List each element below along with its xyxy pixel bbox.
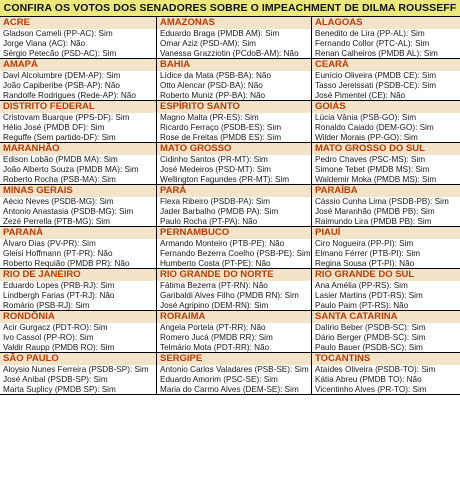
senator-vote: Dário Berger (PMDB-SC): Sim bbox=[315, 333, 426, 342]
senator-vote: Wellington Fagundes (PR-MT): Sim bbox=[160, 175, 290, 184]
senator-vote: Eunício Oliveira (PMDB CE): Sim bbox=[315, 71, 437, 80]
state-cell bbox=[0, 143, 157, 185]
state-name: RONDÔNIA bbox=[0, 311, 156, 323]
senator-vote: Zezé Perrella (PTB-MG): Sim bbox=[3, 217, 110, 226]
senator-vote: Jorge Viana (AC): Não bbox=[3, 39, 86, 48]
state-name: PARANÁ bbox=[0, 227, 156, 239]
senator-vote: Edison Lobão (PMDB MA): Sim bbox=[3, 155, 118, 164]
state-name: RIO GRANDE DO NORTE bbox=[157, 269, 311, 281]
senator-vote: Pedro Chaves (PSC-MS): Sim bbox=[315, 155, 426, 164]
state-name: AMAZONAS bbox=[157, 17, 311, 29]
state-name: RORAIMA bbox=[157, 311, 311, 323]
senator-vote: Paulo Paim (PT-RS): Não bbox=[315, 301, 409, 310]
senator-vote: Ataídes Oliveira (PSDB-TO): Sim bbox=[315, 365, 436, 374]
state-cell bbox=[157, 59, 312, 101]
senator-vote: Garibaldi Alves Filho (PMDB RN): Sim bbox=[160, 291, 299, 300]
state-name: ALAGOAS bbox=[312, 17, 460, 29]
state-cell bbox=[312, 311, 460, 353]
senator-vote: Cássio Cunha Lima (PSDB-PB): Sim bbox=[315, 197, 449, 206]
senator-vote: Kátia Abreu (PMDB TO): Não bbox=[315, 375, 422, 384]
state-cell bbox=[157, 17, 312, 59]
senator-vote: Regina Sousa (PT-PI): Não bbox=[315, 259, 415, 268]
senator-vote: Benedito de Lira (PP-AL): Sim bbox=[315, 29, 425, 38]
senator-vote: Paulo Bauer (PSDB-SC): Sim bbox=[315, 343, 423, 352]
senator-vote: Lídice da Mata (PSB-BA): Não bbox=[160, 71, 272, 80]
state-cell bbox=[157, 353, 312, 395]
state-cell bbox=[312, 227, 460, 269]
senator-vote: Raimundo Lira (PMDB PB): Sim bbox=[315, 217, 432, 226]
senator-vote: Lúcia Vânia (PSB-GO): Sim bbox=[315, 113, 417, 122]
senator-vote: Lasier Martins (PDT-RS): Sim bbox=[315, 291, 423, 300]
senator-vote: Armando Monteiro (PTB-PE): Não bbox=[160, 239, 285, 248]
senator-vote: Angela Portela (PT-RR): Não bbox=[160, 323, 266, 332]
senator-vote: Ciro Nogueira (PP-PI): Sim bbox=[315, 239, 414, 248]
state-cell bbox=[157, 143, 312, 185]
state-name: SANTA CATARINA bbox=[312, 311, 460, 323]
state-name: DISTRITO FEDERAL bbox=[0, 101, 156, 113]
state-name: TOCANTINS bbox=[312, 353, 460, 365]
state-cell bbox=[0, 101, 157, 143]
senator-vote: Cristovam Buarque (PPS-DF): Sim bbox=[3, 113, 130, 122]
state-name: RIO GRANDE DO SUL bbox=[312, 269, 460, 281]
state-name: ACRE bbox=[0, 17, 156, 29]
senator-vote: Cidinho Santos (PR-MT): Sim bbox=[160, 155, 268, 164]
senator-vote: Eduardo Lopes (PRB-RJ): Sim bbox=[3, 281, 115, 290]
state-name: PARÁ bbox=[157, 185, 311, 197]
senator-vote: Waldemir Moka (PMDB MS): Sim bbox=[315, 175, 437, 184]
state-name: PERNAMBUCO bbox=[157, 227, 311, 239]
senator-vote: Renan Calheiros (PMDB AL): Sim bbox=[315, 49, 438, 58]
senator-vote: José Medeiros (PSD-MT): Sim bbox=[160, 165, 272, 174]
state-name: GOIÁS bbox=[312, 101, 460, 113]
senator-vote: Simone Tebet (PMDB MS): Sim bbox=[315, 165, 430, 174]
senator-vote: Paulo Rocha (PT-PA): Não bbox=[160, 217, 258, 226]
senator-vote: Aloysio Nunes Ferreira (PSDB-SP): Sim bbox=[3, 365, 149, 374]
state-cell bbox=[157, 185, 312, 227]
state-cell bbox=[0, 17, 157, 59]
senator-vote: Romário (PSB-RJ): Sim bbox=[3, 301, 90, 310]
senator-vote: Aécio Neves (PSDB-MG): Sim bbox=[3, 197, 114, 206]
state-cell bbox=[0, 227, 157, 269]
senator-vote: Dalírio Beber (PSDB-SC): Sim bbox=[315, 323, 426, 332]
senator-vote: Magno Malta (PR-ES): Sim bbox=[160, 113, 259, 122]
page-title: CONFIRA OS VOTOS DOS SENADORES SOBRE O IMPEACHMENT DE DILMA ROUSSEFF bbox=[0, 0, 460, 17]
state-cell bbox=[0, 185, 157, 227]
state-name: PIAUÍ bbox=[312, 227, 460, 239]
senator-vote: Roberto Muniz (PP-BA): Não bbox=[160, 91, 266, 100]
senator-vote: Tasso Jereissati (PSDB-CE): Sim bbox=[315, 81, 437, 90]
senator-vote: Fernando Collor (PTC-AL): Sim bbox=[315, 39, 430, 48]
senator-vote: Acir Gurgacz (PDT-RO): Sim bbox=[3, 323, 108, 332]
state-cell bbox=[0, 353, 157, 395]
senator-vote: Ivo Cassol (PP-RO): Sim bbox=[3, 333, 94, 342]
state-name: MATO GROSSO DO SUL bbox=[312, 143, 460, 155]
senator-vote: Humberto Costa (PT-PE): Não bbox=[160, 259, 271, 268]
senator-vote: Ronaldo Caiado (DEM-GO): Sim bbox=[315, 123, 434, 132]
senator-vote: Vanessa Grazziotin (PCdoB-AM): Não bbox=[160, 49, 299, 58]
state-name: MATO GROSSO bbox=[157, 143, 311, 155]
senator-vote: Ana Amélia (PP-RS): Sim bbox=[315, 281, 408, 290]
state-name: BAHIA bbox=[157, 59, 311, 71]
states-grid bbox=[0, 17, 460, 479]
senator-vote: Romero Jucá (PMDB RR): Sim bbox=[160, 333, 273, 342]
senator-vote: Gleisi Hoffmann (PT-PR): Não bbox=[3, 249, 113, 258]
state-name: AMAPÁ bbox=[0, 59, 156, 71]
senator-vote: José Pimentel (CE): Não bbox=[315, 91, 406, 100]
state-name: SÃO PAULO bbox=[0, 353, 156, 365]
senator-vote: Maria do Carmo Alves (DEM-SE): Sim bbox=[160, 385, 299, 394]
state-cell bbox=[157, 311, 312, 353]
senator-vote: Eduardo Amorim (PSC-SE): Sim bbox=[160, 375, 278, 384]
senator-vote: Eduardo Braga (PMDB AM): Sim bbox=[160, 29, 280, 38]
senator-vote: Roberto Rocha (PSB-MA): Sim bbox=[3, 175, 116, 184]
senator-vote: Antonio Carlos Valadares (PSB-SE): Sim bbox=[160, 365, 309, 374]
senator-vote: Omar Aziz (PSD-AM): Sim bbox=[160, 39, 256, 48]
state-cell bbox=[157, 227, 312, 269]
state-name: PARAÍBA bbox=[312, 185, 460, 197]
state-cell bbox=[312, 101, 460, 143]
senator-vote: Otto Alencar (PSD-BA): Não bbox=[160, 81, 263, 90]
senator-vote: Randolfe Rodrigues (Rede-AP): Não bbox=[3, 91, 136, 100]
state-cell bbox=[312, 17, 460, 59]
senator-vote: Telmário Mota (PDT-RR): Não bbox=[160, 343, 270, 352]
state-name: ESPÍRITO SANTO bbox=[157, 101, 311, 113]
state-name: MARANHÃO bbox=[0, 143, 156, 155]
senator-vote: Elmano Férrer (PTB-PI): Sim bbox=[315, 249, 421, 258]
senator-vote: Wilder Morais (PP-GO): Sim bbox=[315, 133, 418, 142]
state-name: MINAS GERAIS bbox=[0, 185, 156, 197]
senator-vote: Davi Alcolumbre (DEM-AP): Sim bbox=[3, 71, 121, 80]
senator-vote: Fátima Bezerra (PT-RN): Não bbox=[160, 281, 268, 290]
senator-vote: Sérgio Petecão (PSD-AC): Sim bbox=[3, 49, 117, 58]
senator-vote: Hélio José (PMDB DF): Sim bbox=[3, 123, 105, 132]
senator-vote: Ricardo Ferraço (PSDB-ES): Sim bbox=[160, 123, 282, 132]
state-cell bbox=[0, 311, 157, 353]
state-cell bbox=[312, 59, 460, 101]
state-name: CEARÁ bbox=[312, 59, 460, 71]
senator-vote: José Maranhão (PMDB PB): Sim bbox=[315, 207, 435, 216]
senator-vote: Rose de Freitas (PMDB ES): Sim bbox=[160, 133, 282, 142]
senator-vote: Marta Suplicy (PMDB SP): Sim bbox=[3, 385, 116, 394]
senator-vote: João Capiberibe (PSB-AP): Não bbox=[3, 81, 120, 90]
senator-vote: Lindbergh Farias (PT-RJ): Não bbox=[3, 291, 115, 300]
senator-vote: Vicentinho Alves (PR-TO): Sim bbox=[315, 385, 427, 394]
state-cell bbox=[0, 59, 157, 101]
state-cell bbox=[312, 269, 460, 311]
senator-vote: Roberto Requião (PMDB PR): Não bbox=[3, 259, 130, 268]
state-cell bbox=[312, 353, 460, 395]
senator-vote: José Aníbal (PSDB-SP): Sim bbox=[3, 375, 108, 384]
senator-vote: Gladson Cameli (PP-AC): Sim bbox=[3, 29, 113, 38]
senator-vote: José Agripino (DEM-RN): Sim bbox=[160, 301, 269, 310]
senator-vote: Flexa Ribeiro (PSDB-PA): Sim bbox=[160, 197, 270, 206]
senator-vote: João Alberto Souza (PMDB MA): Sim bbox=[3, 165, 139, 174]
senator-vote: Álvaro Dias (PV-PR): Sim bbox=[3, 239, 96, 248]
senator-vote: Valdir Raupp (PMDB RO): Sim bbox=[3, 343, 115, 352]
senator-vote: Fernando Bezerra Coelho (PSB-PE): Sim bbox=[160, 249, 311, 258]
state-name: RIO DE JANEIRO bbox=[0, 269, 156, 281]
senator-vote: Reguffe (Sem partido-DF): Sim bbox=[3, 133, 116, 142]
state-cell bbox=[312, 143, 460, 185]
senator-vote: Antonio Anastasia (PSDB-MG): Sim bbox=[3, 207, 134, 216]
state-cell bbox=[157, 101, 312, 143]
state-cell bbox=[157, 269, 312, 311]
state-name: SERGIPE bbox=[157, 353, 311, 365]
senator-vote: Jader Barbalho (PMDB PA): Sim bbox=[160, 207, 279, 216]
state-cell bbox=[0, 269, 157, 311]
state-cell bbox=[312, 185, 460, 227]
